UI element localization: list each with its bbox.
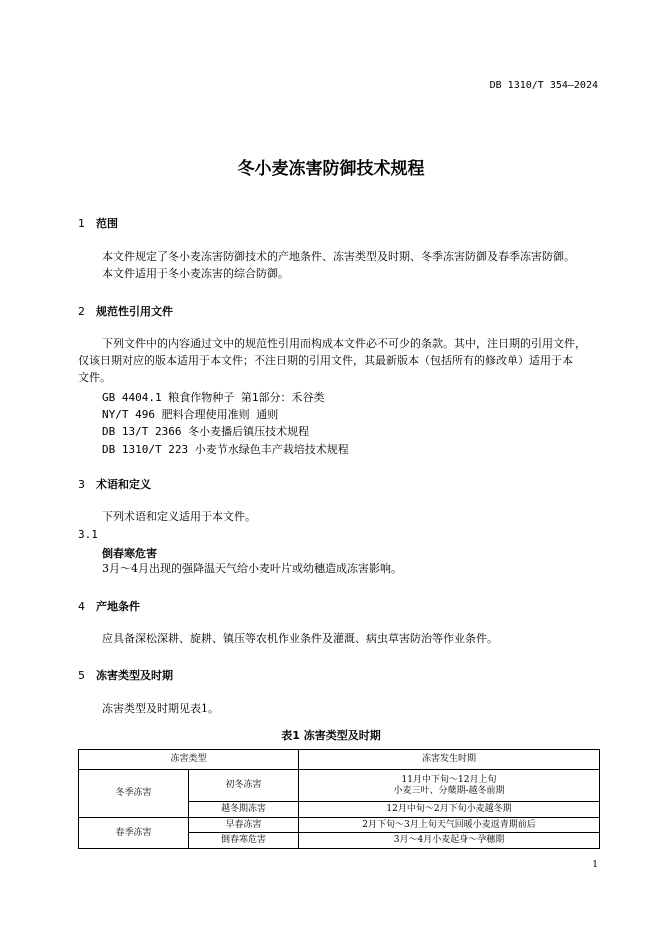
page-number: 1 — [592, 860, 598, 870]
section-2-heading — [78, 303, 173, 319]
reference-item: NY/T 496 肥料合理使用准则 通则 — [102, 408, 279, 421]
table-caption: 表1 冻害类型及时期 — [281, 729, 381, 742]
term-definition: 3月～4月出现的强降温天气给小麦叶片或幼穗造成冻害影响。 — [102, 562, 402, 575]
section-number: 4 — [78, 600, 85, 613]
table-type-cell: 早春冻害 — [189, 818, 299, 833]
period-line: 11月中下旬～12月上旬 — [401, 774, 497, 785]
term-number: 3.1 — [78, 528, 98, 541]
section-5-heading — [78, 667, 173, 683]
types-intro: 冻害类型及时期见表1。 — [102, 702, 219, 715]
section-number: 2 — [78, 305, 85, 318]
table-header-cell: 冻害类型 — [79, 750, 299, 770]
section-3-heading — [78, 476, 151, 492]
frost-types-table — [78, 749, 600, 849]
table-period-cell: 12月中旬～2月下旬小麦越冬期 — [299, 802, 600, 818]
table-row — [79, 770, 600, 802]
table-type-cell: 初冬冻害 — [189, 770, 299, 802]
document-title: 冬小麦冻害防御技术规程 — [237, 159, 425, 179]
table-header-row — [79, 750, 600, 770]
section-number: 1 — [78, 217, 85, 230]
table-period-cell: 2月下旬～3月上旬天气回暖小麦返青期前后 — [299, 818, 600, 833]
section-title: 冻害类型及时期 — [96, 669, 173, 682]
scope-paragraph-1: 本文件规定了冬小麦冻害防御技术的产地条件、冻害类型及时期、冬季冻害防御及春季冻害防御。 — [102, 250, 575, 263]
terms-intro: 下列术语和定义适用于本文件。 — [102, 510, 256, 523]
reference-item: DB 1310/T 223 小麦节水绿色丰产栽培技术规程 — [102, 443, 349, 456]
table-group-cell: 春季冻害 — [79, 818, 189, 849]
document-code: DB 1310/T 354—2024 — [489, 80, 598, 91]
refs-intro-line-3: 文件。 — [78, 371, 111, 384]
table-group-cell: 冬季冻害 — [79, 770, 189, 818]
table-row — [79, 818, 600, 833]
table-period-cell: 3月～4月小麦起身～孕穗期 — [299, 833, 600, 849]
section-title: 产地条件 — [96, 600, 140, 613]
section-title: 规范性引用文件 — [96, 305, 173, 318]
section-title: 范围 — [96, 217, 118, 230]
term-name: 倒春寒危害 — [102, 547, 157, 560]
table-header-cell: 冻害发生时期 — [299, 750, 600, 770]
period-line: 小麦三叶、分蘖期-越冬前期 — [393, 785, 505, 796]
refs-intro-line-2: 仅该日期对应的版本适用于本文件；不注日期的引用文件，其最新版本（包括所有的修改单）适用于本 — [78, 354, 573, 367]
section-title: 术语和定义 — [96, 478, 151, 491]
section-number: 5 — [78, 669, 85, 682]
scope-paragraph-2: 本文件适用于冬小麦冻害的综合防御。 — [102, 267, 289, 280]
section-4-heading — [78, 598, 140, 614]
table-type-cell: 越冬期冻害 — [189, 802, 299, 818]
reference-item: GB 4404.1 粮食作物种子 第1部分：禾谷类 — [102, 391, 325, 404]
section-number: 3 — [78, 478, 85, 491]
conditions-paragraph: 应具备深松深耕、旋耕、镇压等农机作业条件及灌溉、病虫草害防治等作业条件。 — [102, 632, 498, 645]
refs-intro-line-1: 下列文件中的内容通过文中的规范性引用而构成本文件必不可少的条款。其中，注日期的引用文件， — [102, 337, 586, 350]
section-1-heading — [78, 215, 118, 231]
table-period-cell — [299, 770, 600, 802]
table-type-cell: 倒春寒危害 — [189, 833, 299, 849]
reference-item: DB 13/T 2366 冬小麦播后镇压技术规程 — [102, 425, 310, 438]
